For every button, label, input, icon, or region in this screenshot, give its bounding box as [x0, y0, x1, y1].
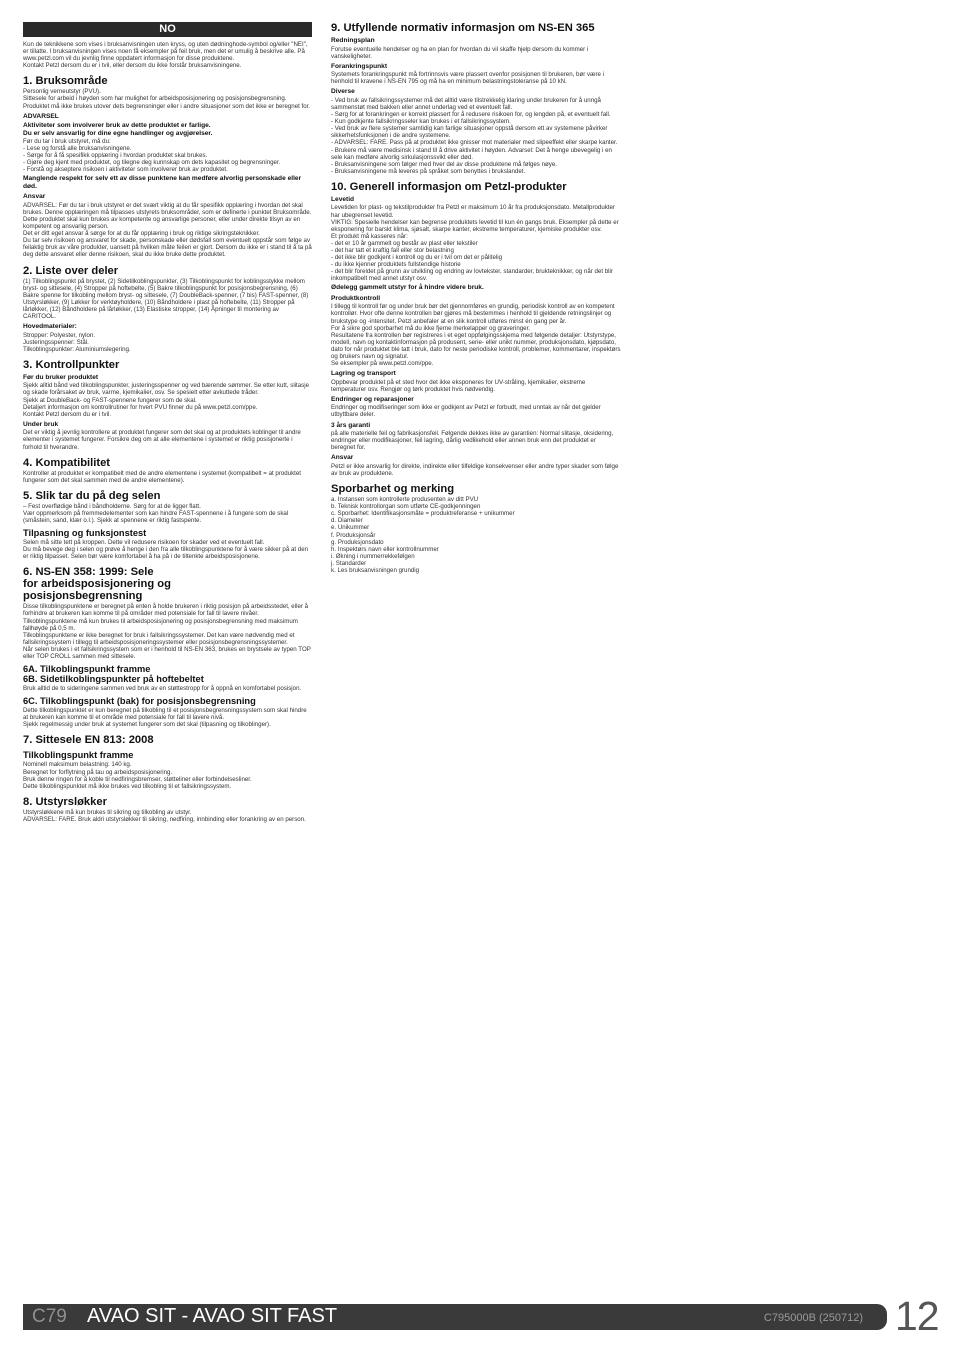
- section-1-title: 1. Bruksområde: [23, 75, 108, 88]
- responsibility-text: ADVARSEL: Før du tar i bruk utstyret er det svært viktig at du får spesifikk opplæring i hvordan det skal brukes. Denne opplæringen må tilpasses utstyrets bruksområder, som er definerte i punktet Bruksområde. Dette produktet skal kun brukes av kompetente og ansvarlige personer, eller under direkte tilsyn av en kompetent og ansvarlig person. Det er ditt eget ansvar å sørge for at du får opplæring i bruk og riktige sikringsteknikker. Du tar selv risikoen og ansvaret for skade, personskade eller dødsfall som eventuelt oppstår som følge av feilaktig bruk av våre produkter, uansett på hvilken måte feilen er gjort. Dersom du ikke er i stand til å ta på deg dette ansvaret eller denne risikoen, skal du ikke bruke dette produktet.: [23, 201, 312, 259]
- section-6ab-title: 6A. Tilkoblingspunkt framme 6B. Sidetilkoblingspunkter på hoftebeltet: [23, 664, 204, 685]
- product-control-label: Produktkontroll: [331, 294, 381, 302]
- front-attachment-text: Nominell maksimum belastning: 140 kg. Beregnet for forflytning på tau og arbeidsposisjonering. Bruk denne ringen for å koble til nedfiringsbremser, støtteliner eller forbindelsesliner. Dette tilkoblingspunktet må ikke brukes ved tilkobling til et fallsikringssystem.: [23, 761, 252, 790]
- materials-text: Stropper: Polyester, nylon. Justeringsspenner: Stål. Tilkoblingspunkter: Aluminiumslegering.: [23, 331, 131, 353]
- liability-text: Petzl er ikke ansvarlig for direkte, indirekte eller tilfeldige konsekvenser eller andre typer skader som følge av bruk av produktene.: [331, 462, 619, 477]
- rescue-plan-label: Redningsplan: [331, 37, 375, 44]
- section-1-text: Personlig verneutstyr (PVU). Sittesele for arbeid i høyden som har mulighet for arbeidsposisjonering og posisjonsbegrensning. Produktet må ikke brukes utover dets begrensninger eller i andre situasjoner som det ikke er beregnet for.: [23, 88, 311, 110]
- section-5-title: 5. Slik tar du på deg selen: [23, 489, 161, 502]
- left-column: [23, 22, 313, 823]
- footer-product-title: AVAO SIT - AVAO SIT FAST: [87, 1305, 338, 1327]
- modifications-label: Endringer og reparasjoner: [331, 395, 414, 403]
- section-6-text: Disse tilkoblingspunktene er beregnet på enten å holde brukeren i riktig posisjon på arbeidsstedet, eller å forhindre at brukeren kan komme til på områder med potensiale for fall til lavere nivåer. Tilkoblingspunktene må kun brukes til arbeidsposisjonering og posisjonsbegrensning med maksimum fallhøyde på 0,5 m. Tilkoblingspunktene er ikke beregnet for bruk i fallsikringssystemer. Det kan være nødvendig med et fallsikringssystem i tillegg til arbeidsposisjoneringssystemer eller posisjonsbegrensningssystemer. Når selen brukes i et fallsikringssystem som er i henhold til NS-EN 363, brukes en brystsele av typen TOP eller TOP CROLL sammen med sittesele.: [23, 603, 311, 660]
- modifications-text: Endringer og modifiseringer som ikke er godkjent av Petzl er forbudt, med unntak av når det gjelder utbyttbare deler.: [331, 404, 601, 419]
- section-2-title: 2. Liste over deler: [23, 264, 119, 277]
- anchor-label: Forankringspunkt: [331, 62, 388, 70]
- language-badge: NO: [23, 22, 312, 37]
- section-10-title: 10. Generell informasjon om Petzl-produkter: [331, 180, 567, 193]
- lifetime-label: Levetid: [331, 195, 355, 203]
- fit-test-text: Selen må sitte tett på kroppen. Dette vil redusere risikoen for skader ved et eventuelt fall. Du må bevege deg i selen og prøve å henge i den fra alle tilkoblingspunktene for å være sikker på at den er riktig tilpasset. Selen bør være komfortabel å ha på i de tiltenkte arbeidsposisjonene.: [23, 539, 309, 561]
- page-number: 12: [895, 1293, 939, 1339]
- warning-statement: Aktiviteter som involverer bruk av dette produktet er farlige. Du er selv ansvarlig for dine egne handlinger og avgjørelser.: [23, 122, 213, 137]
- section-9-title: 9. Utfyllende normativ informasjon om NS-EN 365: [331, 22, 595, 34]
- warranty-text: på alle materielle feil og fabrikasjonsfeil. Følgende dekkes ikke av garantien: Normal slitasje, oksidering, endringer eller modifikasjoner, feil lagring, dårlig vedlikehold eller annen bruk enn det produktet er beregnet for.: [331, 430, 614, 452]
- section-4-title: 4. Kompatibilitet: [23, 456, 111, 469]
- during-use-label: Under bruk: [23, 420, 59, 428]
- responsibility-label: Ansvar: [23, 193, 46, 201]
- warranty-label: 3 års garanti: [331, 421, 371, 429]
- before-use-label: Før du bruker produktet: [23, 373, 99, 381]
- misc-label: Diverse: [331, 88, 355, 96]
- liability-label: Ansvar: [331, 454, 354, 462]
- section-2-text: (1) Tilkoblingspunkt på brystet, (2) Sidetilkoblingspunkter, (3) Tilkoblingspunkt for koblingsstykke mellom bryst- og sittesele, (4) Stropper på hoftebelte, (5) Bakre tilkoblingspunkt for posisjonsbegrensning, (6) Bakre spenne for tilkobling mellom bryst- og sittesele, (7) DoubleBack-spenner, (7 bis) FAST-spenner, (8) Utstyrsløkker, (9) Løkker for verktøyholdere, (10) Båndholdere i plast på hoftebelte, (11) Stropper på lårløkker, (12) Båndholdere på lårløkker, (13) Elastiske stropper, (14) Åpninger til montering av CARITOOL.: [23, 277, 309, 320]
- section-3-title: 3. Kontrollpunkter: [23, 358, 120, 371]
- section-8-text: Utstyrsløkkene må kun brukes til sikring og tilkobling av utstyr. ADVARSEL: FARE. Bruk aldri utstyrsløkker til sikring, nedfiring, innbinding eller forankring av en person.: [23, 808, 306, 823]
- section-4-text: Kontroller at produktet er kompatibelt med de andre elementene i systemet (kompatibelt = at produktet fungerer som det skal sammen med de andre elementene).: [23, 469, 302, 484]
- intro-text: Kun de teknikkene som vises i bruksanvisningen uten kryss, og uten dødninghode-symbol og/eller "NEI", er tillatte. I bruksanvisningen vises noen få eksempler på feil bruk, men det er umulig å beskrive alle. På www.petzl.com vil du jevnlig finne oppdatert informasjon for disse produktene. Kontakt Petzl dersom du er i tvil, eller dersom du ikke forstår bruksanvisningene.: [23, 41, 308, 70]
- destroy-statement: Ødelegg gammelt utstyr for å hindre videre bruk.: [331, 284, 484, 292]
- section-8-title: 8. Utstyrsløkker: [23, 795, 107, 808]
- warning-label: ADVARSEL: [23, 112, 59, 120]
- section-6ab-text: Bruk alltid de to sideringene sammen ved bruk av en støttestropp for å oppnå en komfortabel posisjon.: [23, 685, 302, 693]
- footer-product-code: C79: [32, 1306, 67, 1327]
- section-6-title: 6. NS-EN 358: 1999: Sele for arbeidsposisjonering og posisjonsbegrensning: [23, 566, 171, 603]
- product-control-text: I tillegg til kontroll før og under bruk bør det gjennomføres en grundig, periodisk kontroll av en kompetent kontrollør. Hvor ofte denne kontrollen bør gjøres må bestemmes i henhold til gjeldende retningslinjer og brukstype og -intensitet. Petzl anbefaler at en slik kontroll utføres minst én gang per år. For å sikre god sporbarhet må du ikke fjerne merkelapper og graveringer. Resultatene fra kontrollen bør registreres i et eget oppfølgingsskjema med følgende detaljer: Utstyrstype, modell, navn og kontaktinformasjon på produsent, serie- eller unikt nummer, produksjonsdato, kjøpsdato, dato for når produktet ble tatt i bruk, dato for neste periodiske kontroll, problemer, kommentarer, inspektørs og brukers navn og signatur. Se eksempler på www.petzl.com/ppe.: [331, 303, 621, 368]
- misc-text: - Ved bruk av fallsikringssystemer må det alltid være tilstrekkelig klaring under brukeren for å unngå sammenstøt med bakken eller annet underlag ved et eventuelt fall. - Sørg for at forankringen er korrekt plassert for å redusere risikoen for, og lengden på, et eventuelt fall. - Kun godkjente fallsikringsseler kan brukes i et fallsikringssystem. - Ved bruk av flere systemer samtidig kan farlige situasjoner oppstå dersom ett av systemene påvirker sikkerhetsfunksjonen i de andre systemene. - ADVARSEL: FARE. Pass på at produktet ikke gnisser mot materialer med slipeeffekt eller skarpe kanter. - Brukere må være medisinsk i stand til å drive aktivitet i høyden. Advarsel: Det å henge ubevegelig i en sele kan medføre alvorlig sirkulasjonssvikt eller død. - Bruksanvisningene som følger med hver del av disse produktene må følges nøye. - Bruksanvisningene må leveres på språket som benyttes i brukslandet.: [331, 96, 618, 175]
- footer-bar: [23, 1304, 887, 1330]
- section-5-text: – Fest overflødige bånd i båndholderne. Sørg for at de ligger flatt. Vær oppmerksom på fremmedelementer som kan hindre FAST-spennene i å fungere som de skal (småstein, sand, klær o.l.). Sjekk at spennene er riktig fastspente.: [23, 502, 289, 524]
- warning-text: Før du tar i bruk utstyret, må du: - Lese og forstå alle bruksanvisningene. - Sørge for å få spesifikk opplæring i hvordan produktet skal brukes. - Gjøre deg kjent med produktet, og tilegne deg kunnskap om dets kapasitet og begrensninger. - Forstå og akseptere risikoen i aktiviteter som involverer bruk av produktet.: [23, 137, 281, 174]
- rescue-plan-text: Forutse eventuelle hendelser og ha en plan for hvordan du vil skaffe hjelp dersom du kommer i vanskeligheter.: [331, 45, 589, 60]
- before-use-text: Sjekk alltid bånd ved tilkoblingspunkter, justeringsspenner og ved bærende sømmer. Se etter kutt, slitasje og skade forårsaket av bruk, varme, kjemikalier, osv. Se spesielt etter avkuttede tråder. Sjekk at DoubleBack- og FAST-spennene fungerer som de skal. Detaljert informasjon om kontrollrutiner for hvert PVU finner du på www.petzl.com/ppe. Kontakt Petzl dersom du er i tvil.: [23, 382, 310, 418]
- right-column: [331, 22, 621, 574]
- footer-document-ref: C795000B (250712): [763, 1312, 863, 1324]
- section-7-title: 7. Sittesele EN 813: 2008: [23, 734, 154, 747]
- during-use-text: Det er viktig å jevnlig kontrollere at produktet fungerer som det skal og at produktets koblinger til andre elementer i systemet fungerer. Forsikre deg om at alle elementene i systemet er riktig posisjonerte i forhold til hverandre.: [23, 429, 301, 451]
- storage-text: Oppbevar produktet på et sted hvor det ikke eksponeres for UV-stråling, kjemikalier, ekstreme temperaturer osv. Rengjør og tørk produktet hvis nødvendig.: [331, 378, 586, 393]
- anchor-text: Systemets forankringspunkt må fortrinnsvis være plassert ovenfor posisjonen til brukeren, bør være i henhold til kravene i NS-EN 795 og må ha en minimum belastningstoleranse på 10 kN.: [331, 71, 605, 86]
- lifetime-text: Levetiden for plast- og tekstilprodukter fra Petzl er maksimum 10 år fra produksjonsdato. Metallprodukter har ubegrenset levetid. VIKTIG: Spesielle hendelser kan begrense produktets levetid til kun én gangs bruk. Eksempler på dette er eksponering for barskt klima, sjøsalt, skarpe kanter, ekstreme temperaturer, kjemiske produkter osv. Et produkt må kasseres når: - det er 10 år gammelt og består av plast eller tekstiler - det har tatt et kraftig fall eller stor belastning - det ikke blir godkjent i kontroll og du er i tvil om det er pålitelig - du ikke kjenner produktets fullstendige historie - det blir foreldet på grunn av utvikling og endring av lovtekster, standarder, brukteknikker, og når det blir inkompatibelt med annet utstyr osv.: [331, 204, 619, 283]
- traceability-list: a. Instansen som kontrollerte produsenten av ditt PVU b. Teknisk kontrollorgan som utførte CE-godkjenningen c. Sporbarhet: Identifikasjonsmåte = produktreferanse + unikummer d. Diameter e. Unikummer f. Produksjonsår g. Produksjonsdato h. Inspektørs navn eller kontrollnummer i. Økning i nummerrekkefølgen j. Standarder k. Les bruksanvisningen grundig: [331, 496, 515, 574]
- materials-label: Hovedmaterialer:: [23, 323, 77, 331]
- traceability-title: Sporbarhet og merking: [331, 483, 455, 496]
- front-attachment-title: Tilkoblingspunkt framme: [23, 750, 134, 761]
- section-6c-title: 6C. Tilkoblingspunkt (bak) for posisjonsbegrensning: [23, 696, 256, 707]
- section-6c-text: Dette tilkoblingspunktet er kun beregnet på tilkobling til et posisjonsbegrensningssystem som skal hindre at brukeren kan komme til et område med potensiale for fall til lavere nivå. Sjekk regelmessig under bruk at systemet fungerer som det skal (tilpasning og tilkoblinger).: [23, 707, 307, 729]
- warning-consequence: Manglende respekt for selv ett av disse punktene kan medføre alvorlig personskade eller død.: [23, 175, 302, 190]
- storage-label: Lagring og transport: [331, 370, 396, 378]
- fit-test-title: Tilpasning og funksjonstest: [23, 528, 147, 539]
